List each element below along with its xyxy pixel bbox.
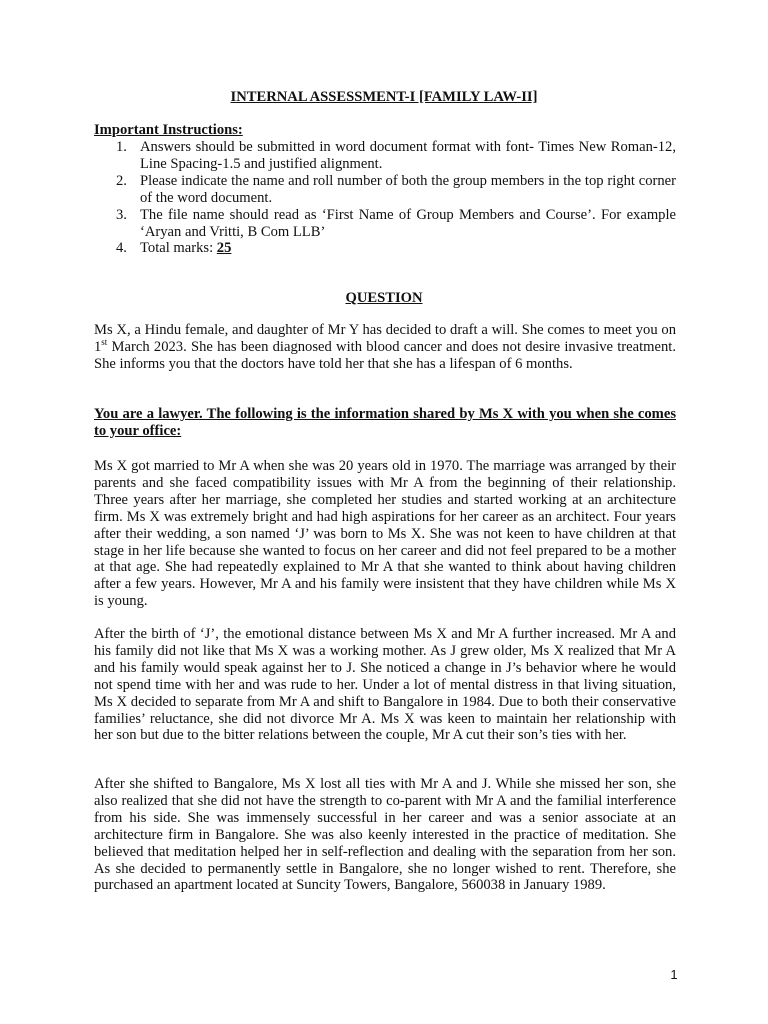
total-marks-value: 25	[216, 240, 232, 257]
instruction-text: The file name should read as ‘First Name of Group Members and Course’. For example ‘Aryan and Vritti, B Com LLB’	[140, 206, 676, 240]
intro-paragraph	[94, 322, 676, 373]
instructions-heading: Important Instructions:	[94, 122, 243, 138]
body-paragraph-1: Ms X got married to Mr A when she was 20 years old in 1970. The marriage was arranged by their parents and she faced compatibility issues with Mr A from the beginning of their relationship. Three years after her marriage, she completed her studies and started working at an architecture firm. Ms X was extremely bright and had high aspirations for her career as an architect. Four years after their wedding, a son named ‘J’ was born to Ms X. She was not keen to have children at that stage in her life because she wanted to focus on her career and did not feel prepared to be a mother at that age. She had repeatedly explained to Mr A that she wanted to think about having children after a few years. However, Mr A and his family were insistent that they have children while Ms X is young.	[94, 458, 676, 610]
lawyer-heading: You are a lawyer. The following is the information shared by Ms X with you when she comes to your office:	[94, 406, 676, 439]
instruction-text: Please indicate the name and roll number of both the group members in the top right corner of the word document.	[140, 172, 676, 206]
body-paragraph-2: After the birth of ‘J’, the emotional distance between Ms X and Mr A further increased. Mr A and his family did not like that Ms X was a working mother. As J grew older, Ms X realized that Mr A and his family would speak against her to J. She noticed a change in J’s behavior where he would not spend time with her and was rude to her. Under a lot of mental distress in that living situation, Ms X decided to separate from Mr A and shift to Bangalore in 1984. Due to both their conservative families’ reluctance, she did not divorce Mr A. Ms X was keen to maintain her relationship with her son but due to the bitter relations between the couple, Mr A cut their son’s ties with her.	[94, 626, 676, 744]
instructions-list	[0, 139, 768, 257]
instruction-item	[0, 240, 676, 257]
body-paragraph-3: After she shifted to Bangalore, Ms X lost all ties with Mr A and J. While she missed her son, she also realized that she did not have the strength to co-parent with Mr A and the familial interference from his side. She was immensely successful in her career and was a senior associate at an architecture firm in Bangalore. She was also keenly interested in the practice of meditation. She believed that meditation helped her in self-reflection and dealing with the separation from her son. As she decided to permanently settle in Bangalore, she no longer wished to rent. Therefore, she purchased an apartment located at Suncity Towers, Bangalore, 560038 in January 1989.	[94, 776, 676, 894]
instruction-item	[0, 139, 676, 173]
instruction-number: 2.	[116, 172, 127, 189]
ordinal-suffix: st	[101, 337, 108, 348]
instruction-number: 4.	[116, 240, 127, 257]
question-heading: QUESTION	[345, 290, 423, 306]
instruction-item	[0, 207, 676, 241]
instruction-text: Total marks:	[140, 240, 217, 257]
page-number: 1	[670, 967, 678, 982]
instruction-text: Answers should be submitted in word document format with font- Times New Roman-12, Line Spacing-1.5 and justified alignment.	[140, 139, 676, 172]
intro-text-part1: Ms X, a Hindu female, and daughter of Mr Y has decided to draft a will. She comes to meet you on 1	[94, 322, 676, 355]
instruction-number: 1.	[116, 139, 127, 155]
instruction-number: 3.	[116, 206, 127, 223]
instruction-item	[0, 173, 676, 207]
intro-text-part2: March 2023. She has been diagnosed with blood cancer and does not desire invasive treatment. She informs you that the doctors have told her that she has a lifespan of 6 months.	[94, 338, 676, 372]
document-title: INTERNAL ASSESSMENT-I [FAMILY LAW-II]	[230, 89, 538, 105]
